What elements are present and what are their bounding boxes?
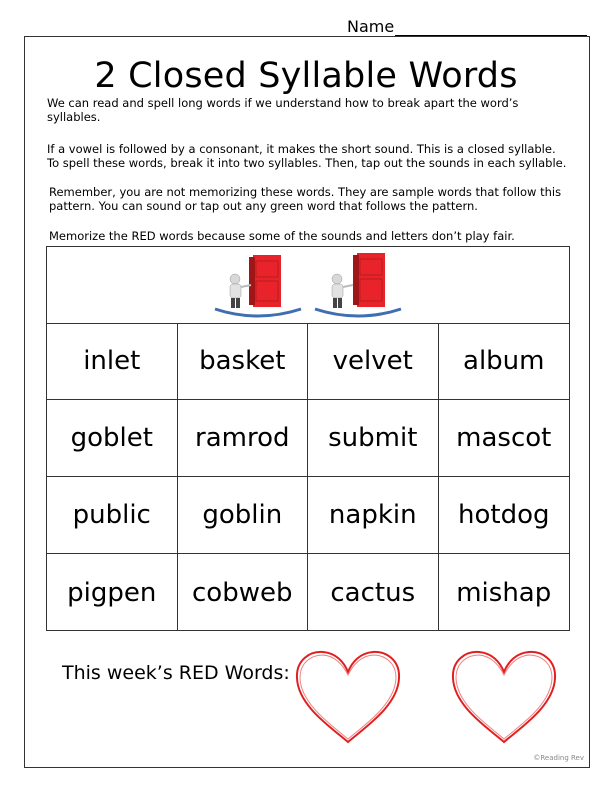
- person-door-icon: [313, 251, 403, 321]
- word-cell: hotdog: [439, 477, 570, 554]
- word-grid: [47, 323, 569, 631]
- name-field: [347, 16, 587, 36]
- word-cell: mascot: [439, 400, 570, 477]
- word-cell: pigpen: [47, 554, 178, 631]
- name-label: Name: [347, 17, 395, 36]
- word-cell: cobweb: [178, 554, 309, 631]
- red-words-label: This week’s RED Words:: [62, 662, 290, 684]
- copyright-text: ©Reading Rev: [533, 754, 584, 762]
- word-cell: inlet: [47, 323, 178, 400]
- word-cell: basket: [178, 323, 309, 400]
- word-cell: ramrod: [178, 400, 309, 477]
- instruction-paragraph-4: Memorize the RED words because some of the sounds and letters don’t play fair.: [49, 229, 515, 243]
- word-cell: album: [439, 323, 570, 400]
- table-header-row: [47, 247, 569, 324]
- word-cell: goblet: [47, 400, 178, 477]
- word-cell: public: [47, 477, 178, 554]
- heart-icon: [292, 648, 404, 748]
- instruction-paragraph-3: Remember, you are not memorizing these words. They are sample words that follow this pattern. You can sound or tap out any green word that follows the pattern.: [49, 185, 562, 213]
- instruction-paragraph-2: If a vowel is followed by a consonant, it makes the short sound. This is a closed syllable. To spell these words, break it into two syllables. Then, tap out the sounds in each syllable.: [47, 142, 567, 170]
- word-cell: napkin: [308, 477, 439, 554]
- instruction-paragraph-1: We can read and spell long words if we understand how to break apart the word’s syllables.: [47, 96, 519, 124]
- heart-icon: [448, 648, 560, 748]
- page-title: 2 Closed Syllable Words: [94, 56, 518, 96]
- word-cell: goblin: [178, 477, 309, 554]
- name-blank-line[interactable]: [395, 16, 587, 36]
- word-table: [46, 246, 570, 631]
- word-cell: mishap: [456, 577, 552, 608]
- word-cell: submit: [308, 400, 439, 477]
- word-cell: velvet: [308, 323, 439, 400]
- word-cell: cactus: [308, 554, 439, 631]
- person-door-icon: [213, 251, 303, 321]
